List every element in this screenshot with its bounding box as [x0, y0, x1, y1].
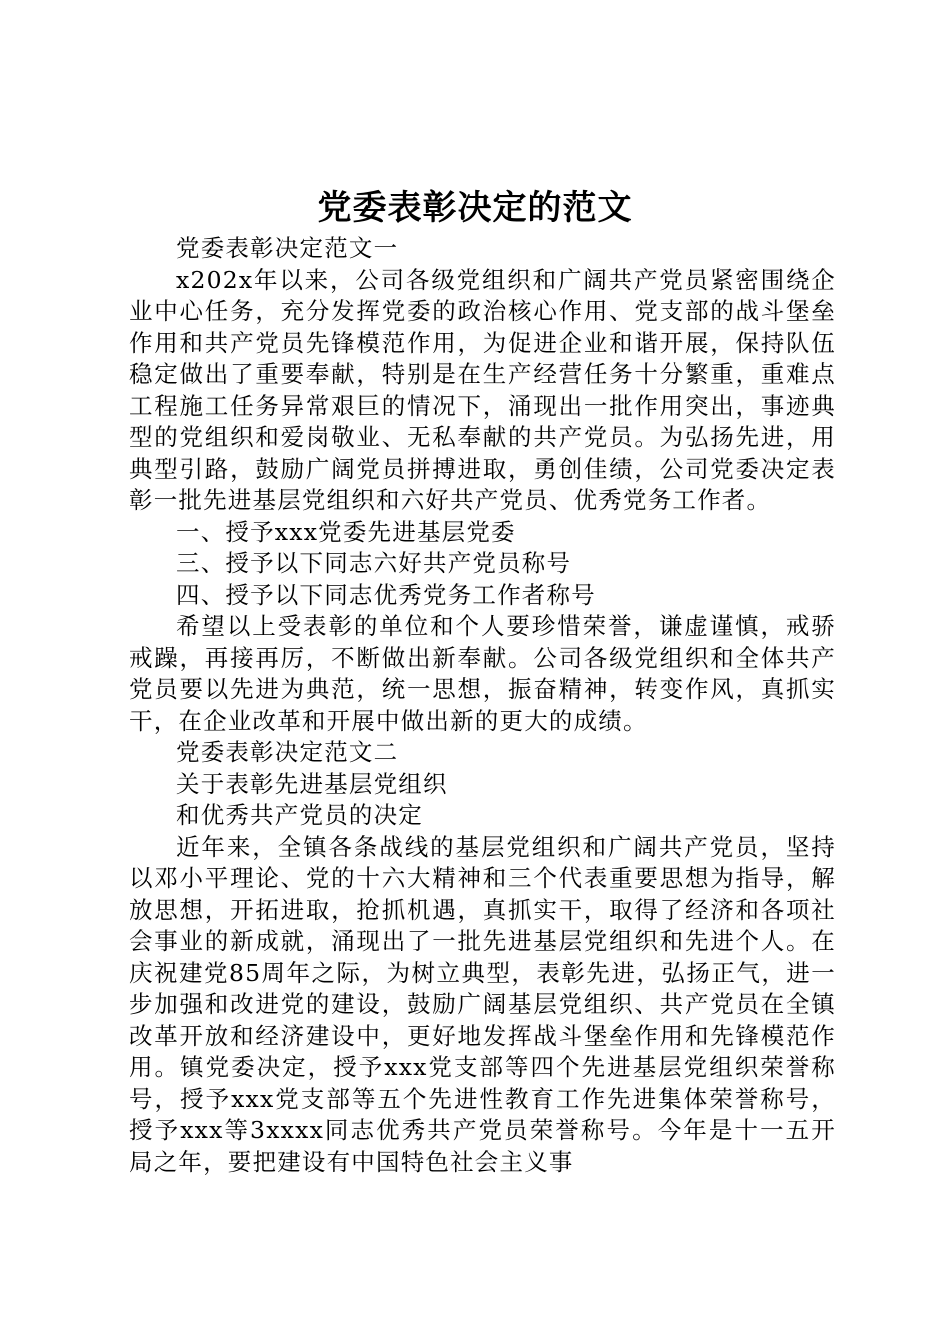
paragraph-recent-years: 近年来，全镇各条战线的基层党组织和广阔共产党员，坚持以邓小平理论、党的十六大精神和三个代表重要思想为指导，解放思想，开拓进取，抢抓机遇，真抓实干，取得了经济和各项社会事业的新成就，涌现出了一批先进基层党组织和先进个人。在庆祝建党85周年之际，为树立典型，表彰先进，弘扬正气，进一步加强和改进党的建设，鼓励广阔基层党组织、共产党员在全镇改革开放和经济建设中，更好地发挥战斗堡垒作用和先锋模范作用。镇党委决定，授予xxx党支部等四个先进基层党组织荣誉称号，授予xxx党支部等五个先进性教育工作先进集体荣誉称号，授予xxx等3xxxx同志优秀共产党员荣誉称号。今年是十一五开局之年，要把建设有中国特色社会主义事 [129, 832, 836, 1176]
paragraph-item-four: 四、授予以下同志优秀党务工作者称号 [176, 580, 596, 609]
paragraph-intro: x202x年以来，公司各级党组织和广阔共产党员紧密围绕企业中心任务，充分发挥党委的政治核心作用、党支部的战斗堡垒作用和共产党员先锋模范作用，为促进企业和谐开展，保持队伍稳定做出了重要奉献，特别是在生产经营任务十分繁重，重难点工程施工任务异常艰巨的情况下，涌现出一批作用突出，事迹典型的党组织和爱岗敬业、无私奉献的共产党员。为弘扬先进，用典型引路，鼓励广阔党员拼搏进取，勇创佳绩，公司党委决定表彰一批先进基层党组织和六好共产党员、优秀党务工作者。 [129, 265, 836, 514]
paragraph-section-two-heading: 党委表彰决定范文二 [176, 738, 399, 766]
paragraph-hope: 希望以上受表彰的单位和个人要珍惜荣誉，谦虚谨慎，戒骄戒躁，再接再厉，不断做出新奉献。公司各级党组织和全体共产党员要以先进为典范，统一思想，振奋精神，转变作风，真抓实干，在企业改革和开展中做出新的更大的成绩。 [129, 612, 836, 735]
document-title: 党委表彰决定的范文 [317, 188, 633, 228]
paragraph-decision-title-line-1: 关于表彰先进基层党组织 [176, 769, 448, 798]
paragraph-decision-title-line-2: 和优秀共产党员的决定 [176, 801, 423, 829]
paragraph-item-three: 三、授予以下同志六好共产党员称号 [176, 549, 572, 577]
paragraph-section-one-heading: 党委表彰决定范文一 [176, 234, 399, 262]
paragraph-item-one: 一、授予xxx党委先进基层党委 [176, 517, 516, 546]
document-body [129, 233, 836, 1178]
